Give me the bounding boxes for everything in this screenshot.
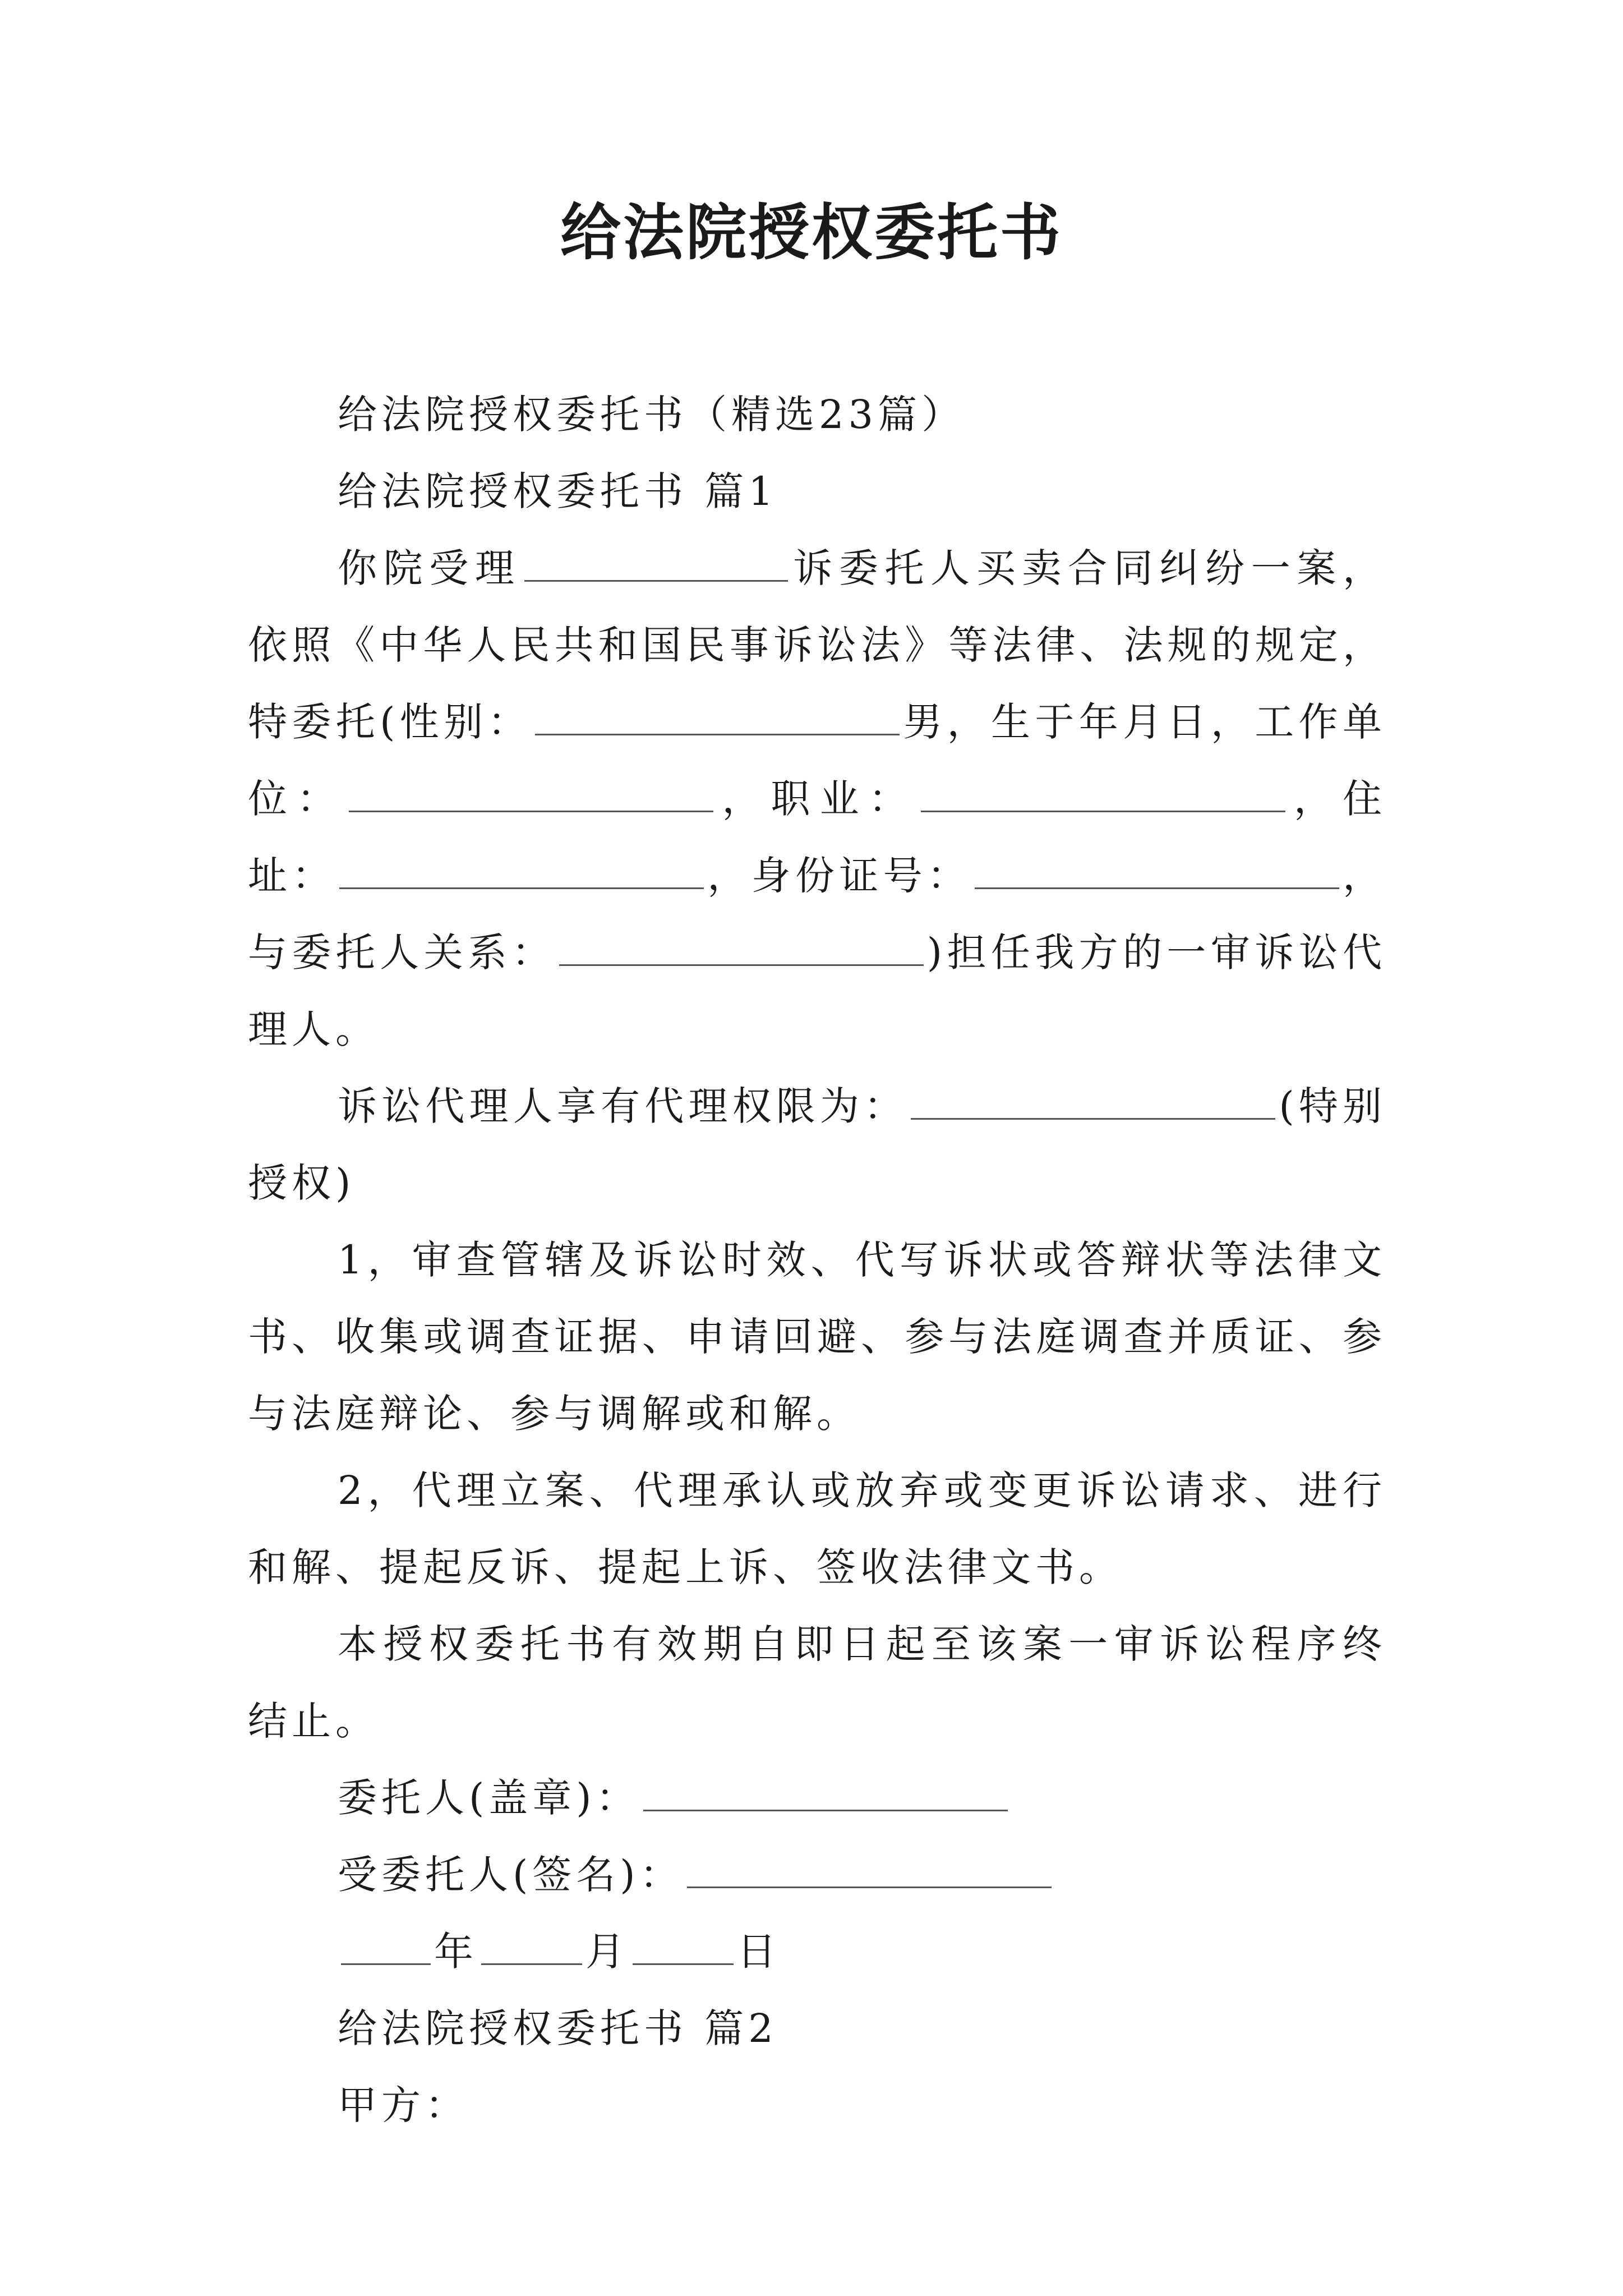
blank-year [341, 1924, 431, 1965]
blank-relationship [559, 925, 924, 966]
authority-item-1: 1，审查管辖及诉讼时效、代写诉状或答辩状等法律文书、收集或调查证据、申请回避、参与法庭调查并质证、参与法庭辩论、参与调解或和解。 [248, 1237, 1386, 1437]
paragraph-authority [248, 1068, 1386, 1222]
agent-label: 受委托人(签名)： [338, 1852, 684, 1898]
case-text-e: ，住址： [248, 776, 1387, 899]
blank-day [633, 1924, 734, 1965]
agent-signature-line [248, 1837, 1386, 1913]
case-text-a: 你院受理 [338, 545, 521, 591]
blank-gender [535, 694, 900, 735]
blank-authority [911, 1079, 1275, 1120]
section-heading-2: 给法院授权委托书 篇2 [338, 2005, 778, 2051]
party-a-label: 甲方： [338, 2082, 469, 2128]
paragraph-case [248, 530, 1386, 1068]
blank-plaintiff [524, 541, 788, 582]
blank-employer [349, 771, 713, 812]
blank-occupation [921, 771, 1285, 812]
validity-clause: 本授权委托书有效期自即日起至该案一审诉讼程序终结止。 [248, 1621, 1386, 1744]
case-text-h: )担任我方的一审诉讼代理人。 [248, 930, 1387, 1052]
blank-month [481, 1924, 582, 1965]
case-text-d: ，职业： [717, 776, 917, 822]
authority-text-a: 诉讼代理人享有代理权限为： [338, 1083, 908, 1129]
section-heading-1: 给法院授权委托书 篇1 [338, 468, 778, 514]
date-day-label: 日 [737, 1929, 781, 1975]
date-year-label: 年 [434, 1929, 478, 1975]
authority-item-2: 2，代理立案、代理承认或放弃或变更诉讼请求、进行和解、提起反诉、提起上诉、签收法律文书。 [248, 1467, 1386, 1590]
document-subtitle: 给法院授权委托书（精选23篇） [338, 392, 966, 438]
principal-signature-line [248, 1760, 1386, 1837]
document-body [248, 376, 1386, 2144]
principal-label: 委托人(盖章)： [338, 1775, 640, 1821]
case-text-c: 男，生于年月日，工作单位： [248, 699, 1387, 822]
document-title: 给法院授权委托书 [560, 197, 1063, 268]
blank-id-number [975, 848, 1339, 889]
blank-address [339, 848, 704, 889]
date-line [248, 1913, 1386, 1990]
case-text-b: 诉委托人买卖合同纠纷一案，依照《中华人民共和国民事诉讼法》等法律、法规的规定，特委托(性别： [248, 545, 1387, 745]
blank-agent-signature [687, 1847, 1052, 1888]
authority-text-b: (特别授权) [248, 1083, 1387, 1206]
case-text-f: ，身份证号： [707, 853, 971, 899]
case-text-g: ，与委托人关系： [248, 853, 1387, 976]
blank-principal-seal [643, 1770, 1008, 1811]
date-month-label: 月 [585, 1929, 629, 1975]
